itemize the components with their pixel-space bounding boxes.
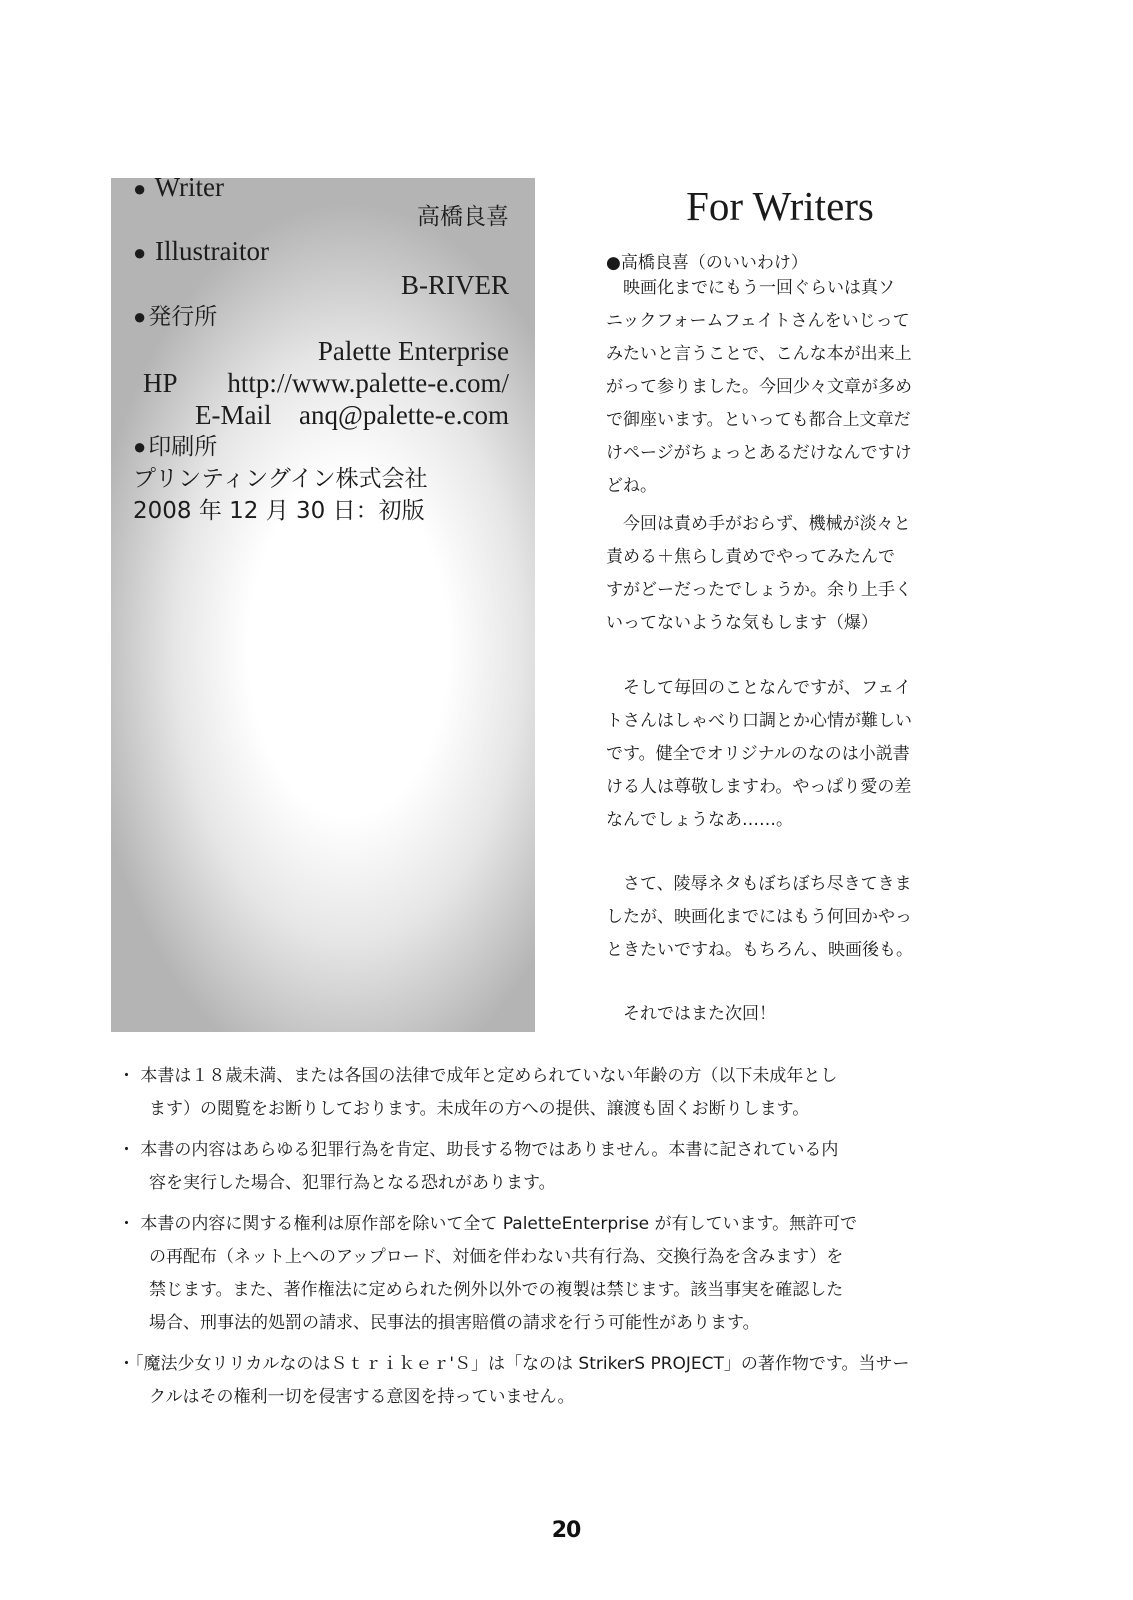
illustrator-label-line xyxy=(133,238,269,265)
writer-name: 高橋良喜 xyxy=(417,204,509,230)
bullet-icon: ● xyxy=(133,304,147,329)
bullet-icon: ● xyxy=(133,434,147,459)
afterword-paragraph-4 xyxy=(606,868,976,967)
text-line: で御座います。といっても都合上文章だ xyxy=(606,410,911,430)
notice-line: ・ 本書は１８歳未満、または各国の法律で成年と定められていない年齢の方（以下未成年とし xyxy=(118,1066,838,1086)
afterword-paragraph-5 xyxy=(606,998,976,1031)
text-line: いってないような気もします（爆） xyxy=(606,613,878,633)
printer-name: プリンティングイン株式会社 xyxy=(133,466,428,492)
text-line: トさんはしゃべり口調とか心情が難しい xyxy=(606,711,912,731)
notice-line: 容を実行した場合、犯罪行為となる恐れがあります。 xyxy=(149,1173,556,1193)
publisher-label-line xyxy=(133,302,217,329)
notice-line: ・「魔法少女リリカルなのはＳｔｒｉｋｅｒ'Ｓ」は「なのは StrikerS PROJECT」の著作物です。当サー xyxy=(118,1354,910,1374)
writer-label: Writer xyxy=(154,172,224,202)
notice-item xyxy=(118,1208,988,1340)
email-value: anq@palette-e.com xyxy=(298,400,509,430)
notice-line: クルはその権利一切を侵害する意図を持っていません。 xyxy=(149,1387,575,1407)
notice-line: の再配布（ネット上へのアップロード、対価を伴わない共有行為、交換行為を含みます）を xyxy=(149,1247,844,1267)
notice-line: ・ 本書の内容はあらゆる犯罪行為を肯定、助長する物ではありません。本書に記されている内 xyxy=(118,1140,839,1160)
afterword-paragraph-3 xyxy=(606,672,976,837)
illustrator-name: B-RIVER xyxy=(401,270,509,300)
bullet-icon: ● xyxy=(133,176,147,201)
legal-notices xyxy=(118,1060,988,1422)
text-line: なんでしょうなあ……。 xyxy=(606,810,793,830)
text-line: そして毎回のことなんですが、フェイ xyxy=(606,678,912,698)
afterword-paragraph-1 xyxy=(606,272,976,503)
writer-heading: ●高橋良喜（のいいわけ） xyxy=(606,253,808,273)
text-line: すがどーだったでしょうか。余り上手く xyxy=(606,580,912,600)
afterword-paragraph-2 xyxy=(606,508,976,640)
text-line: したが、映画化までにはもう何回かやっ xyxy=(606,907,912,927)
text-line: それではまた次回！ xyxy=(606,1004,776,1024)
notice-item xyxy=(118,1060,988,1126)
text-line: さて、陵辱ネタもぼちぼち尽きてきま xyxy=(606,874,912,894)
text-line: がって参りました。今回少々文章が多め xyxy=(606,377,912,397)
text-line: ときたいですね。もちろん、映画後も。 xyxy=(606,940,914,960)
printer-label: 印刷所 xyxy=(148,434,218,460)
text-line: です。健全でオリジナルのなのは小説書 xyxy=(606,744,910,764)
text-line: ニックフォームフェイトさんをいじって xyxy=(606,311,910,331)
text-line: どね。 xyxy=(606,476,657,496)
notice-line: ます）の閲覧をお断りしております。未成年の方への提供、譲渡も固くお断りします。 xyxy=(149,1099,810,1119)
notice-line: ・ 本書の内容に関する権利は原作部を除いて全て PaletteEnterprise が有しています。無許可で xyxy=(118,1214,858,1234)
text-line: けページがちょっとあるだけなんですけ xyxy=(606,443,912,463)
hp-value: http://www.palette-e.com/ xyxy=(227,368,509,398)
illustrator-label: Illustraitor xyxy=(155,236,270,266)
text-line: 今回は責め手がおらず、機械が淡々と xyxy=(606,514,911,534)
bullet-icon: ● xyxy=(133,240,147,265)
notice-line: 場合、刑事法的処罰の請求、民事法的損害賠償の請求を行う可能性があります。 xyxy=(149,1313,760,1333)
notice-line: 禁じます。また、著作権法に定められた例外以外での複製は禁じます。該当事実を確認した xyxy=(149,1280,844,1300)
notice-item xyxy=(118,1348,988,1414)
colophon-box xyxy=(111,172,535,1032)
text-line: 映画化までにもう一回ぐらいは真ソ xyxy=(606,278,895,298)
text-line: ける人は尊敬しますわ。やっぱり愛の差 xyxy=(606,777,912,797)
text-line: 責める＋焦らし責めでやってみたんで xyxy=(606,547,895,567)
page-number: 20 xyxy=(551,1518,581,1543)
notice-item xyxy=(118,1134,988,1200)
email-label: E-Mail xyxy=(195,400,272,430)
text-line: みたいと言うことで、こんな本が出来上 xyxy=(606,344,912,364)
publisher-label: 発行所 xyxy=(148,304,218,330)
hp-label: HP xyxy=(143,368,178,398)
publisher-name: Palette Enterprise xyxy=(317,336,509,366)
printer-label-line xyxy=(133,432,217,459)
edition-date: 2008 年 12 月 30 日：初版 xyxy=(133,498,425,524)
for-writers-title: For Writers xyxy=(686,183,874,229)
writer-label-line xyxy=(133,174,224,201)
